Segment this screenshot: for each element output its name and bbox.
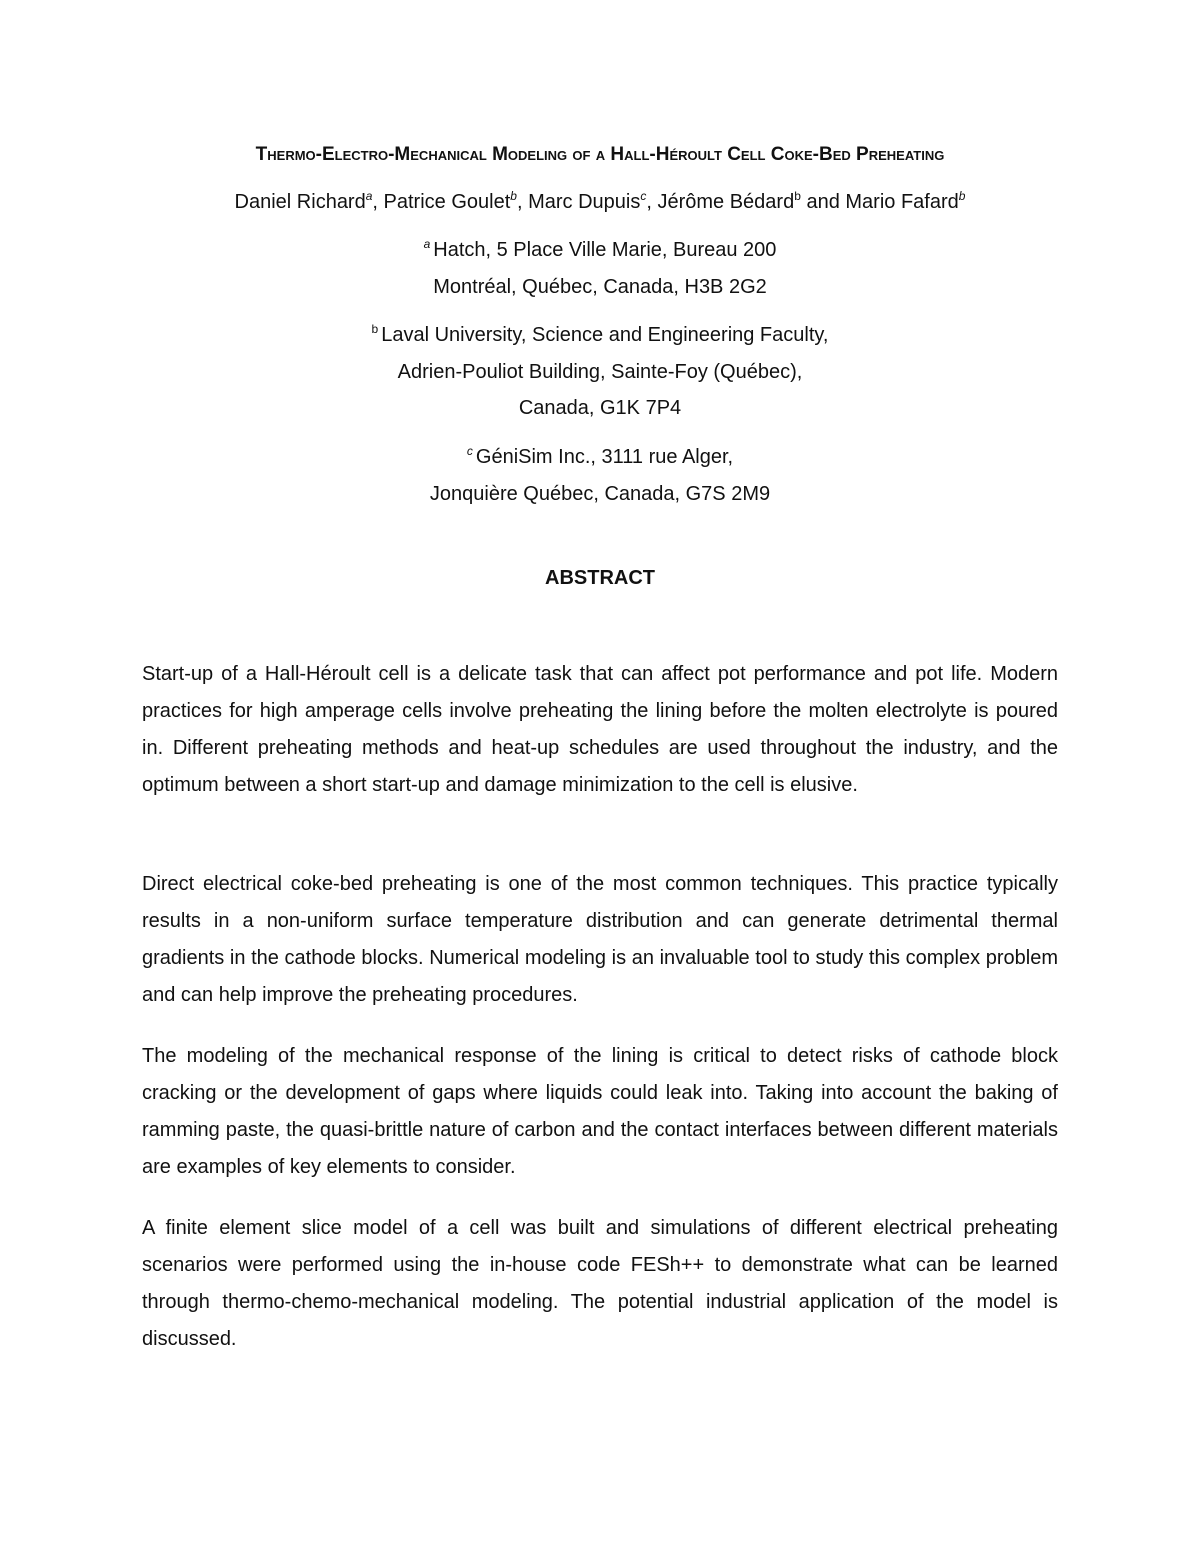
abstract-paragraph: A finite element slice model of a cell was built and simulations of different electrical preheating scenarios were performed using the in-house code FESh++ to demonstrate what can be learned through thermo-chemo-mechanical modeling. The potential industrial application of the model is discussed. [142, 1217, 1058, 1350]
abstract-paragraph: The modeling of the mechanical response of the lining is critical to detect risks of cathode block cracking or the development of gaps where liquids could leak into. Taking into account the baking of ramming paste, the quasi-brittle nature of carbon and the contact interfaces between different materials are examples of key elements to consider. [142, 1045, 1058, 1178]
author-name: Daniel Richard [234, 191, 366, 213]
abstract-paragraph: Start-up of a Hall-Héroult cell is a delicate task that can affect pot performance and pot life. Modern practices for high amperage cells involve preheating the lining before the molten electrolyte is poured in. Different preheating methods and heat-up schedules are used throughout the industry, and the optimum between a short start-up and damage minimization to the cell is elusive. [142, 663, 1058, 796]
author-separator: , [516, 191, 529, 213]
author-name: Jérôme Bédard [657, 191, 795, 213]
affiliation-line: Laval University, Science and Engineering Faculty, [381, 324, 829, 346]
author-separator: and [800, 191, 846, 213]
affiliation-mark: c [466, 444, 473, 458]
affiliation-line: GéniSim Inc., 3111 rue Alger, [475, 446, 734, 468]
affiliation-b [0, 317, 1200, 427]
affiliation-line: Montréal, Québec, Canada, H3B 2G2 [433, 275, 767, 298]
author-separator: , [372, 191, 384, 213]
paper-title: Thermo-Electro-Mechanical Modeling of a Hall-Héroult Cell Coke-Bed Preheating [255, 144, 945, 165]
affiliation-mark: b [510, 189, 517, 203]
affiliation-c [0, 439, 1200, 512]
affiliation-line: Adrien-Pouliot Building, Sainte-Foy (Québec), [397, 360, 803, 383]
affiliation-mark: b [958, 189, 966, 203]
affiliation-line: Canada, G1K 7P4 [518, 397, 682, 419]
abstract-heading: ABSTRACT [545, 567, 655, 589]
author-name: Marc Dupuis [528, 191, 641, 213]
affiliation-line: Jonquière Québec, Canada, G7S 2M9 [429, 482, 771, 505]
affiliation-line: Hatch, 5 Place Ville Marie, Bureau 200 [433, 239, 777, 261]
author-name: Mario Fafard [845, 191, 959, 213]
affiliation-mark: b [794, 189, 801, 203]
abstract-paragraph: Direct electrical coke-bed preheating is one of the most common techniques. This practice typically results in a non-uniform surface temperature distribution and can generate detrimental thermal gradients in the cathode blocks. Numerical modeling is an invaluable tool to study this complex problem and can help improve the preheating procedures. [142, 873, 1058, 1006]
author-list [0, 189, 1200, 215]
affiliation-mark: a [365, 189, 373, 203]
affiliation-a [0, 232, 1200, 305]
author-name: Patrice Goulet [383, 191, 511, 213]
author-separator: , [646, 191, 658, 213]
affiliation-mark: a [423, 237, 431, 251]
affiliation-mark: c [640, 189, 647, 203]
affiliation-mark: b [371, 322, 379, 336]
